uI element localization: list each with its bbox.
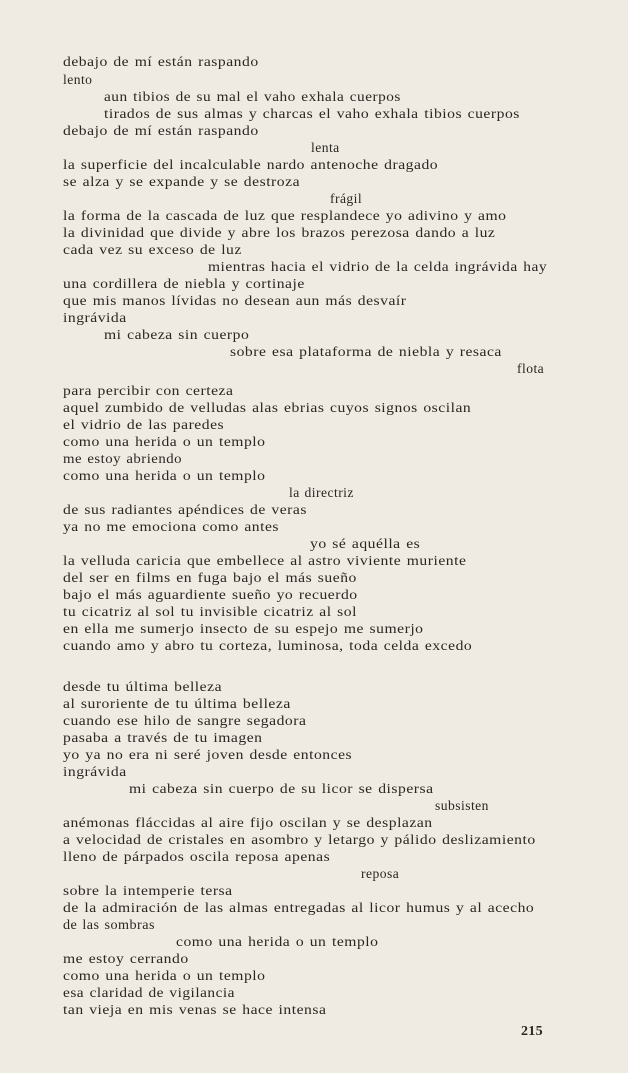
poem-line: ya no me emociona como antes <box>63 519 279 534</box>
poem-line: se alza y se expande y se destroza <box>63 174 301 189</box>
poem-line: debajo de mí están raspando <box>63 123 259 138</box>
poem-line: de las sombras <box>63 917 155 932</box>
poem-line: una cordillera de niebla y cortinaje <box>63 276 305 291</box>
poem-line: flota <box>517 361 545 376</box>
poem-line: del ser en films en fuga bajo el más sueño <box>63 570 357 585</box>
poem-line: mi cabeza sin cuerpo <box>104 327 250 342</box>
poem-line: el vidrio de las paredes <box>63 417 225 432</box>
poem-line: aun tibios de su mal el vaho exhala cuerpos <box>104 89 401 104</box>
poem-line: subsisten <box>435 798 489 813</box>
poem-line: pasaba a través de tu imagen <box>63 730 263 745</box>
page-number: 215 <box>521 1024 543 1039</box>
poem-line: de sus radiantes apéndices de veras <box>63 502 307 517</box>
poem-line: la velluda caricia que embellece al astro viviente muriente <box>63 553 467 568</box>
poem-line: como una herida o un templo <box>63 434 266 449</box>
poem-line: bajo el más aguardiente sueño yo recuerdo <box>63 587 358 602</box>
poem-line: como una herida o un templo <box>63 468 266 483</box>
poem-line: anémonas fláccidas al aire fijo oscilan y se desplazan <box>63 815 433 830</box>
poem-line: mi cabeza sin cuerpo de su licor se dispersa <box>129 781 434 796</box>
poem-line: de la admiración de las almas entregadas al licor humus y al acecho <box>63 900 535 915</box>
poem-line: ingrávida <box>63 764 127 779</box>
poem-line: reposa <box>361 866 400 881</box>
poem-line: aquel zumbido de velludas alas ebrias cuyos signos oscilan <box>63 400 472 415</box>
poem-line: me estoy abriendo <box>63 451 183 466</box>
poem-line: sobre esa plataforma de niebla y resaca <box>230 344 502 359</box>
poem-line: mientras hacia el vidrio de la celda ingrávida hay <box>208 259 548 274</box>
poem-line: para percibir con certeza <box>63 383 234 398</box>
poem-line: ingrávida <box>63 310 127 325</box>
poem-line: la superficie del incalculable nardo antenoche dragado <box>63 157 439 172</box>
poem-line: la directriz <box>289 485 354 500</box>
poem-line: tirados de sus almas y charcas el vaho exhala tibios cuerpos <box>104 106 520 121</box>
poem-line: la forma de la cascada de luz que resplandece yo adivino y amo <box>63 208 507 223</box>
poem-line: que mis manos lívidas no desean aun más desvaír <box>63 293 407 308</box>
poem-line: lenta <box>311 140 340 155</box>
poem-line: lleno de párpados oscila reposa apenas <box>63 849 331 864</box>
poem-line: cuando amo y abro tu corteza, luminosa, toda celda excedo <box>63 638 473 653</box>
poem-line: en ella me sumerjo insecto de su espejo me sumerjo <box>63 621 424 636</box>
poem-line: esa claridad de vigilancia <box>63 985 235 1000</box>
poem-line: como una herida o un templo <box>176 934 379 949</box>
poem-line: yo ya no era ni seré joven desde entonces <box>63 747 353 762</box>
poem-line: frágil <box>330 191 363 206</box>
poem-line: desde tu última belleza <box>63 679 223 694</box>
poem-line: a velocidad de cristales en asombro y letargo y pálido deslizamiento <box>63 832 536 847</box>
poem-line: cuando ese hilo de sangre segadora <box>63 713 307 728</box>
poem-line: lento <box>63 72 93 87</box>
poem-line: como una herida o un templo <box>63 968 266 983</box>
poem-line: cada vez su exceso de luz <box>63 242 242 257</box>
poem-line: tan vieja en mis venas se hace intensa <box>63 1002 327 1017</box>
poem-line: me estoy cerrando <box>63 951 189 966</box>
poem-line: debajo de mí están raspando <box>63 54 259 69</box>
poem-line: tu cicatriz al sol tu invisible cicatriz al sol <box>63 604 357 619</box>
poem-line: al suroriente de tu última belleza <box>63 696 291 711</box>
poem-line: sobre la intemperie tersa <box>63 883 233 898</box>
poem-line: la divinidad que divide y abre los brazos perezosa dando a luz <box>63 225 496 240</box>
poem-line: yo sé aquélla es <box>310 536 421 551</box>
